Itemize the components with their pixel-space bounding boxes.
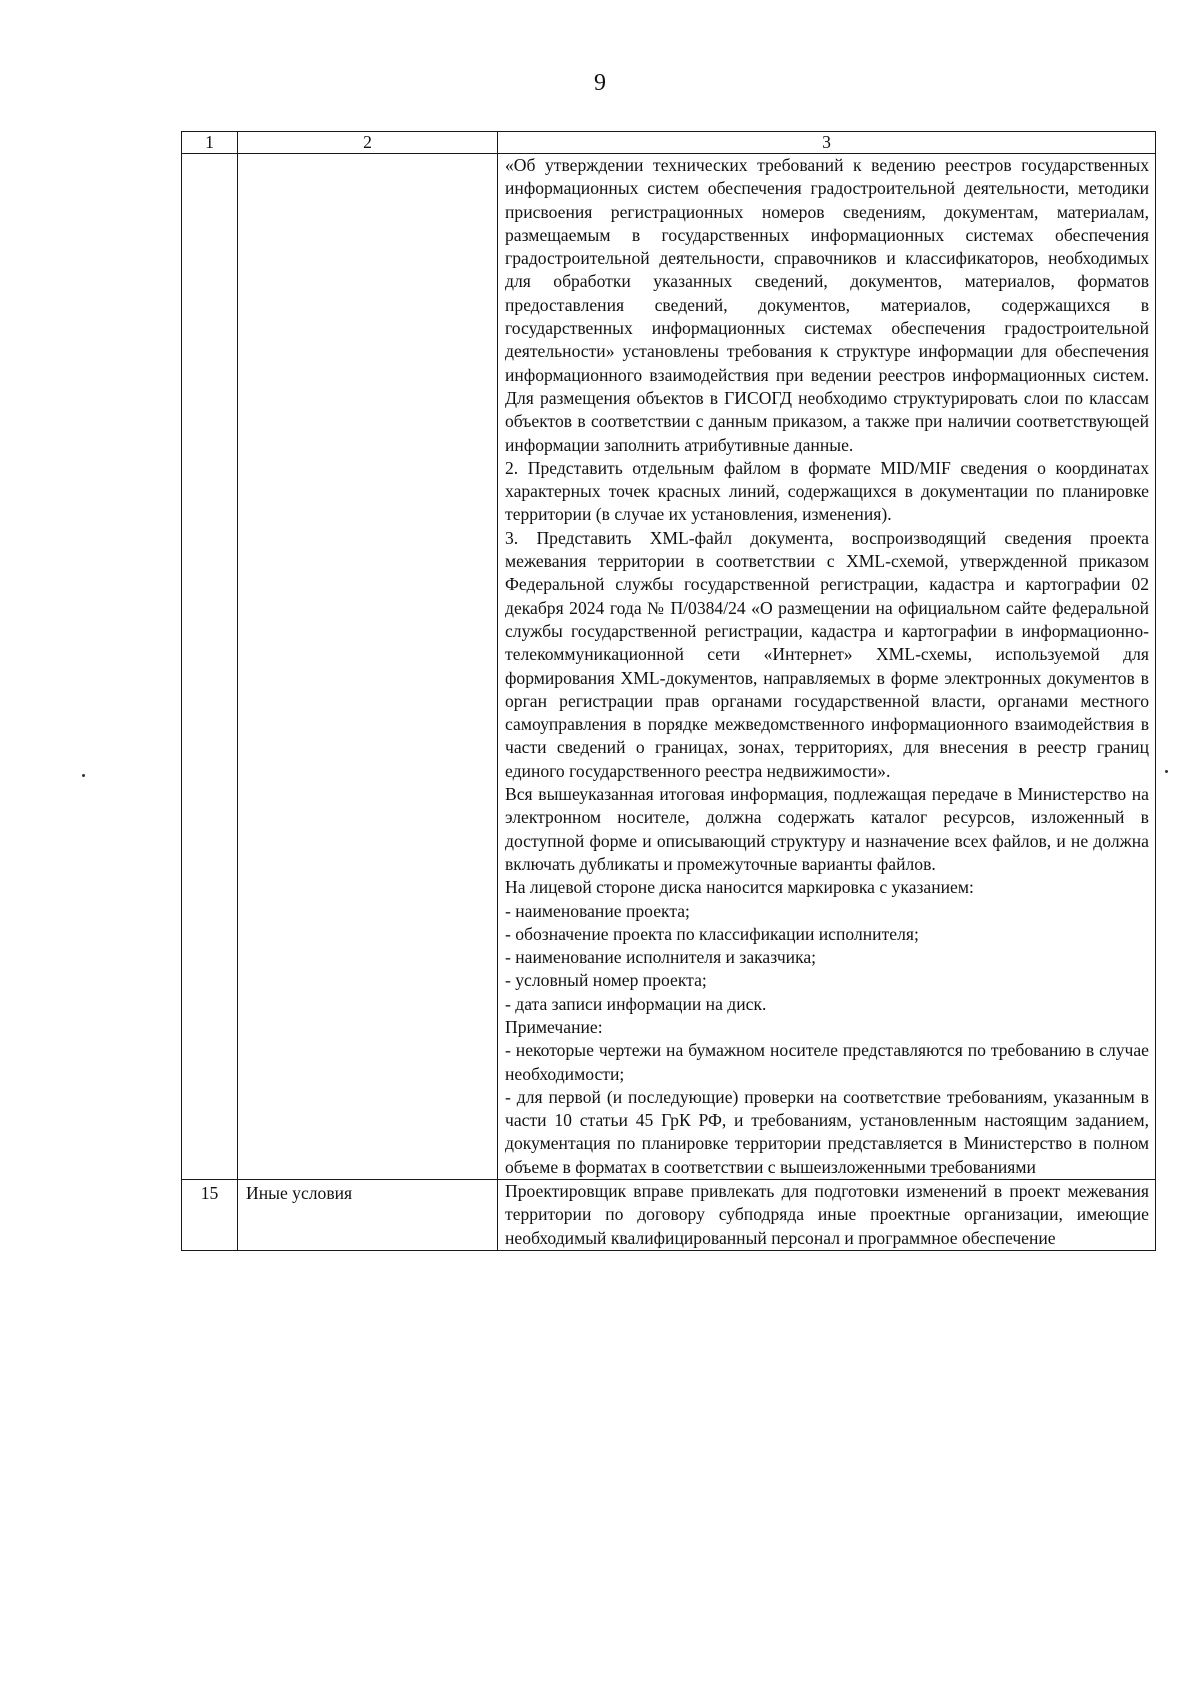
- row-name: [238, 154, 498, 1180]
- list-item: - наименование исполнителя и заказчика;: [505, 947, 817, 968]
- row-content: [498, 154, 1156, 1180]
- page-number: 9: [594, 70, 606, 96]
- paragraph: Проектировщик вправе привлекать для подготовки изменений в проект межевания территории по договору субподряда иные проектные организации, имеющие необходимый квалифицированный персонал и программное обеспечение: [505, 1181, 1149, 1248]
- list-item: - дата записи информации на диск.: [505, 993, 767, 1014]
- row-content: [498, 1180, 1156, 1251]
- paragraph: 2. Представить отдельным файлом в формате MID/MIF сведения о координатах характерных точек красных линий, содержащихся в документации по планировке территории (в случае их установления, изменения).: [505, 457, 1149, 525]
- table-row-15: [182, 1180, 1156, 1251]
- paragraph: Вся вышеуказанная итоговая информация, подлежащая передаче в Министерство на электронном носителе, должна содержать каталог ресурсов, изложенный в доступной форме и описывающий структуру и назначение всех файлов, и не должна включать дубликаты и промежуточные варианты файлов.: [505, 784, 1149, 874]
- note-heading: Примечание:: [505, 1016, 603, 1037]
- header-row: [182, 132, 1156, 154]
- header-col-2: 2: [238, 132, 498, 154]
- list-item: - условный номер проекта;: [505, 970, 707, 991]
- header-col-1: 1: [182, 132, 238, 154]
- header-col-3: 3: [498, 132, 1156, 154]
- row-number: [182, 154, 238, 1180]
- requirements-table: [181, 131, 1156, 1251]
- paragraph: 3. Представить XML-файл документа, воспроизводящий сведения проекта межевания территории в соответствии с XML-схемой, утвержденной приказом Федеральной службы государственной регистрации, кадастра и картографии 02 декабря 2024 года № П/0384/24 «О размещении на официальном сайте федеральной службы государственной регистрации, кадастра и картографии в информационно-телекоммуникационной сети «Интернет» XML-схемы, используемой для формирования XML-документов, направляемых в форме электронных документов в орган регистрации прав органами государственной власти, органами местного самоуправления в порядке межведомственного информационного взаимодействия в части сведений о границах, зонах, территориях, для внесения в реестр границ единого государственного реестра недвижимости».: [505, 527, 1149, 781]
- table-row-continuation: [182, 154, 1156, 1180]
- scan-speck: [1165, 770, 1168, 773]
- row-number: 15: [182, 1180, 238, 1251]
- paragraph: «Об утверждении технических требований к ведению реестров государственных информационных систем обеспечения градостроительной деятельности, методики присвоения регистрационных номеров сведениям, документам, материалам, размещаемым в государственных информационных системах обеспечения градостроительной деятельности, справочников и классификаторов, необходимых для обработки указанных сведений, документов, материалов, форматов предоставления сведений, документов, материалов, содержащихся в государственных информационных системах обеспечения градостроительной деятельности» установлены требования к структуре информации для обеспечения информационного взаимодействия при ведении реестров информационных систем. Для размещения объектов в ГИСОГД необходимо структурировать слои по классам объектов в соответствии с данным приказом, а также при наличии соответствующей информации заполнить атрибутивные данные.: [505, 155, 1149, 455]
- paragraph: На лицевой стороне диска наносится маркировка с указанием:: [505, 877, 974, 898]
- list-item: - некоторые чертежи на бумажном носителе представляются по требованию в случае необходимости;: [505, 1040, 1149, 1084]
- list-item: - обозначение проекта по классификации исполнителя;: [505, 923, 919, 944]
- list-item: - наименование проекта;: [505, 900, 690, 921]
- scan-speck: [82, 774, 85, 777]
- row-name: Иные условия: [238, 1180, 498, 1251]
- list-item: - для первой (и последующие) проверки на соответствие требованиям, указанным в части 10 статьи 45 ГрК РФ, и требованиям, установленным настоящим заданием, документация по планировке территории представляется в Министерство в полном объеме в форматах в соответствии с вышеизложенными требованиями: [505, 1086, 1149, 1177]
